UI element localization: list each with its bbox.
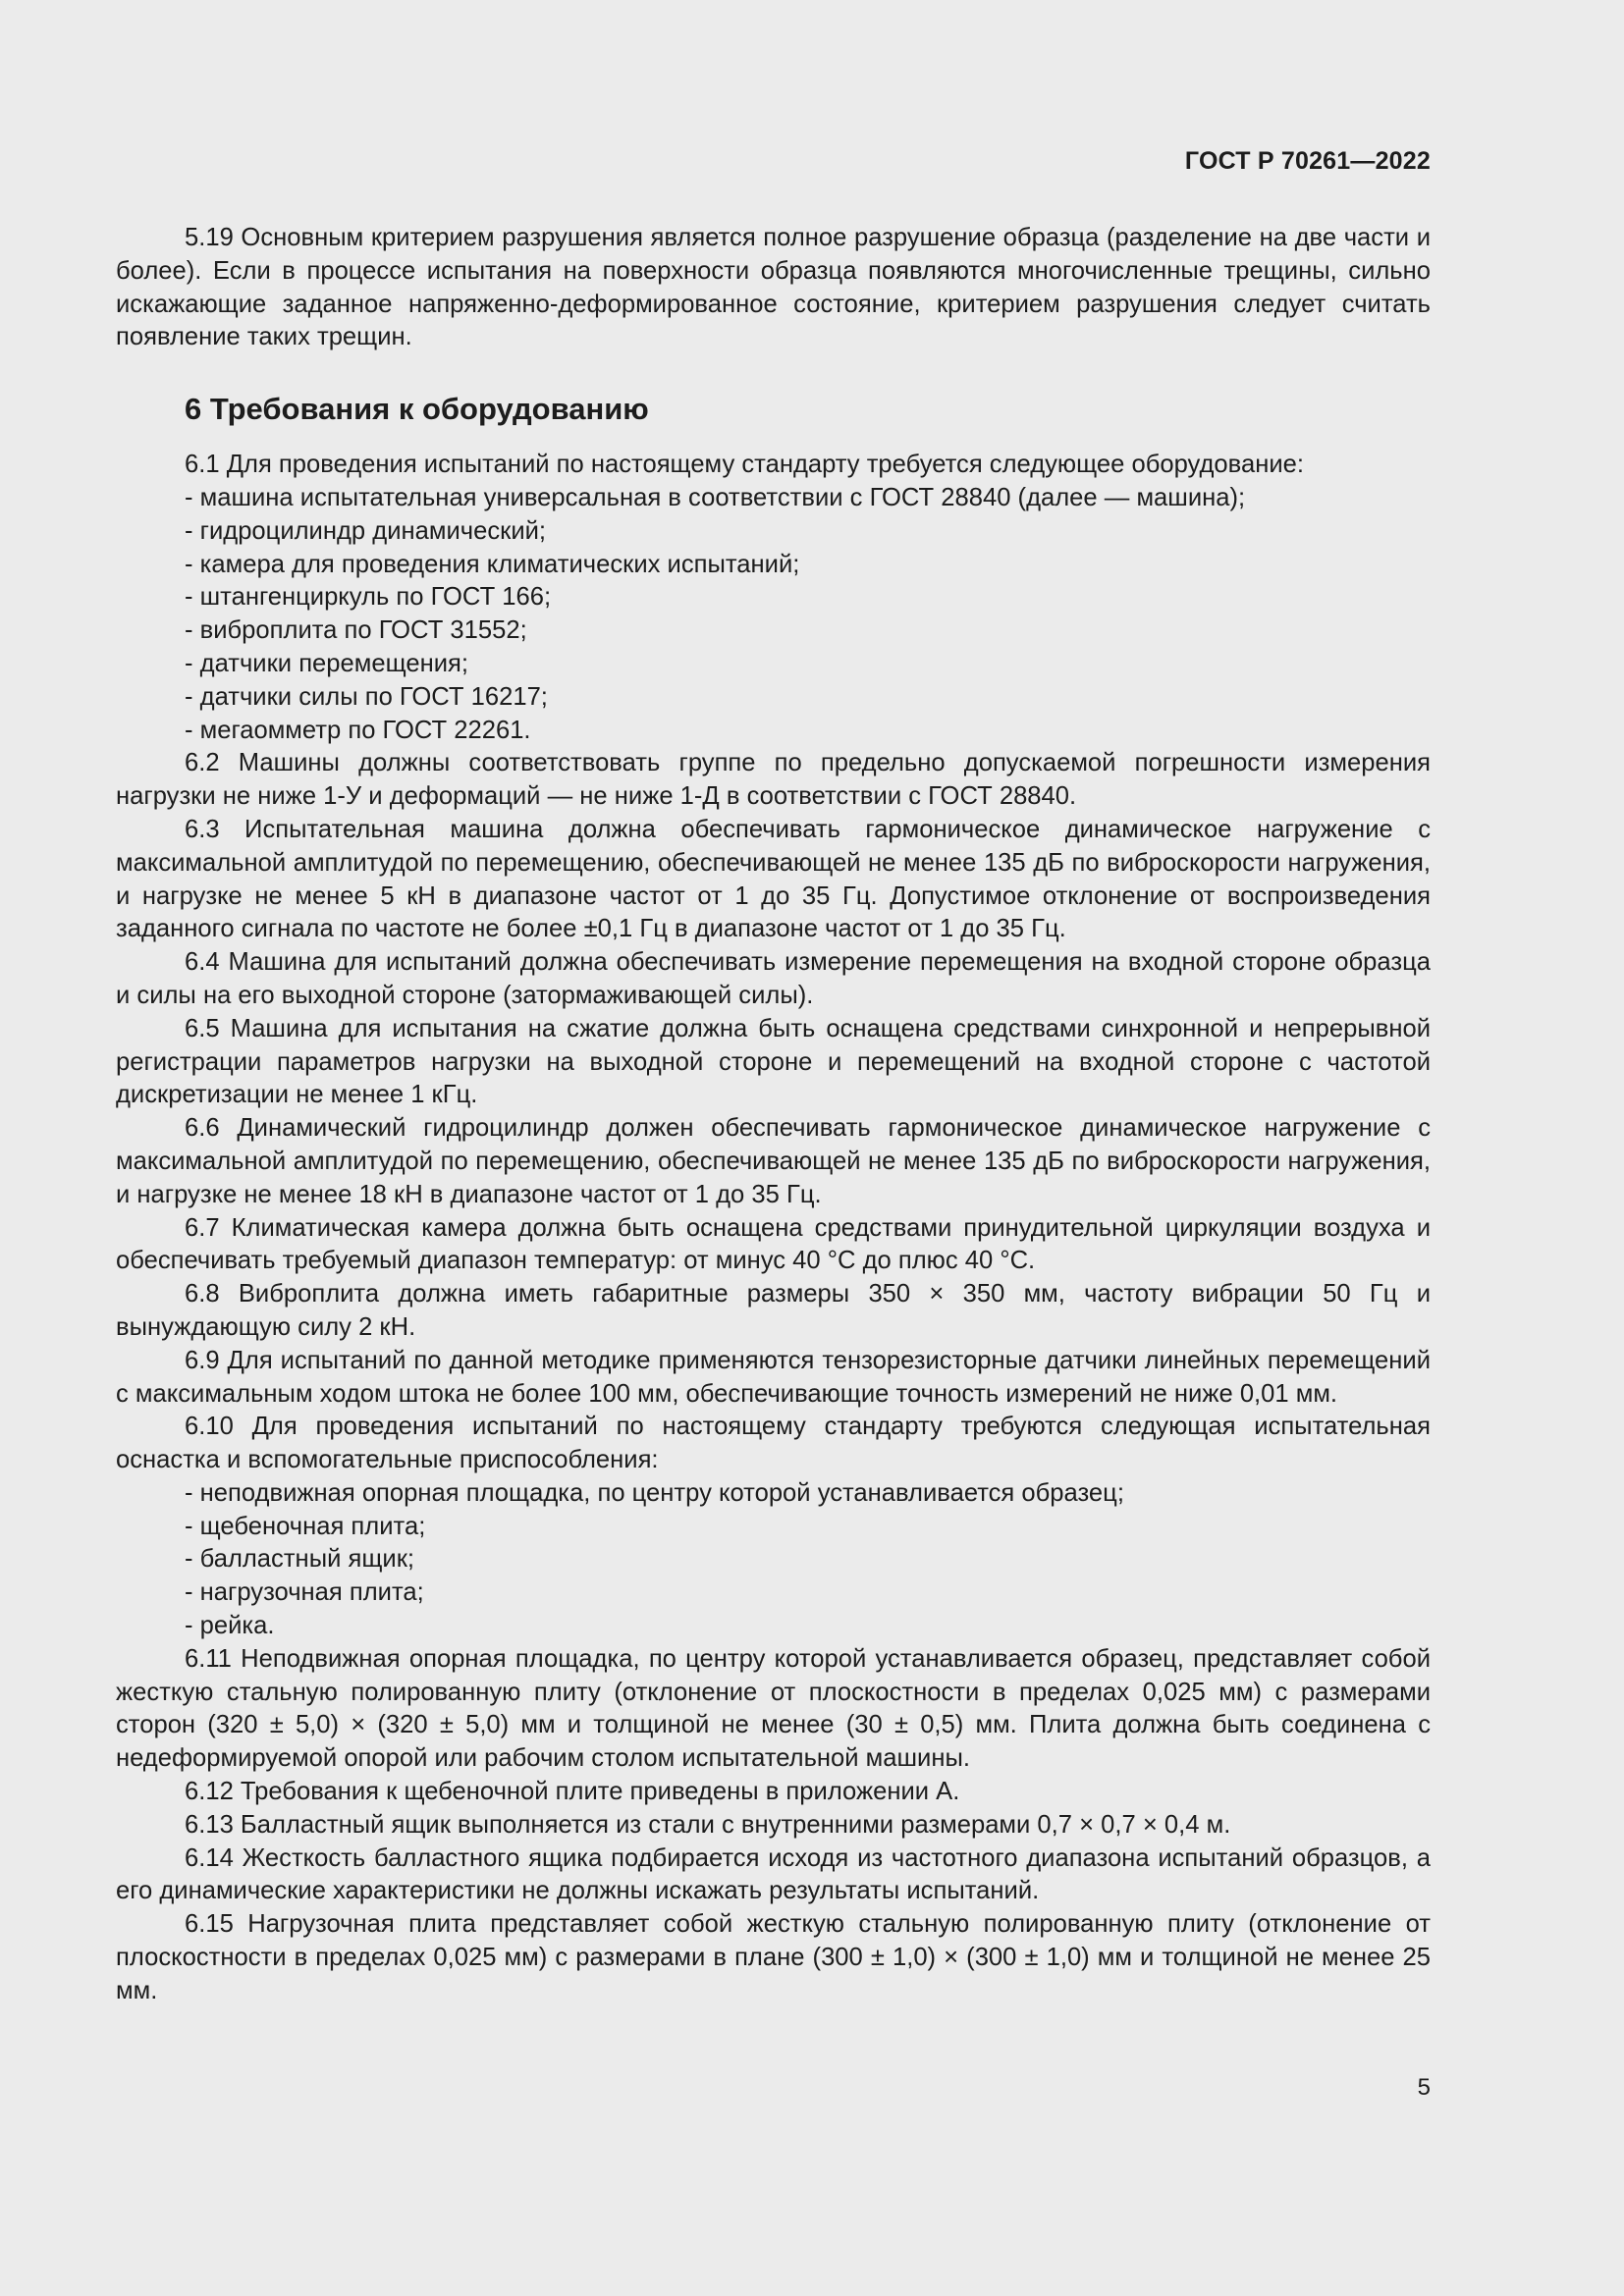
list-item: - неподвижная опорная площадка, по центру которой устанавливается образец;: [185, 1478, 1124, 1507]
list-item: - балластный ящик;: [185, 1545, 415, 1574]
list-item: - датчики перемещения;: [185, 649, 468, 677]
list-item: - мегаомметр по ГОСТ 22261.: [185, 716, 531, 744]
paragraph-6-6: 6.6 Динамический гидроцилиндр должен обеспечивать гармоническое динамическое нагружение с максимальной амплитудой по перемещению, обеспечивающей не менее 135 дБ по виброскорости нагружения, и нагрузке не менее 18 кН в диапазоне частот от 1 до 35 Гц.: [116, 1114, 1431, 1208]
section-title: 6 Требования к оборудованию: [185, 392, 649, 427]
paragraph-6-14: 6.14 Жесткость балластного ящика подбирается исходя из частотного диапазона испытаний образцов, а его динамические характеристики не должны искажать результаты испытаний.: [116, 1843, 1431, 1905]
list-item: - штангенциркуль по ГОСТ 166;: [185, 583, 552, 612]
paragraph-6-2: 6.2 Машины должны соответствовать группе по предельно допускаемой погрешности измерения нагрузки не ниже 1-У и деформаций — не ниже 1-Д в соответствии с ГОСТ 28840.: [116, 749, 1431, 811]
paragraph-6-13: 6.13 Балластный ящик выполняется из стали с внутренними размерами 0,7 × 0,7 × 0,4 м.: [185, 1810, 1231, 1839]
paragraph-6-12: 6.12 Требования к щебеночной плите приведены в приложении А.: [185, 1778, 960, 1806]
list-item: - гидроцилиндр динамический;: [185, 516, 547, 545]
list-item: - виброплита по ГОСТ 31552;: [185, 616, 527, 645]
paragraph-6-10: 6.10 Для проведения испытаний по настоящему стандарту требуются следующая испытательная оснастка и вспомогательные приспособления:: [116, 1413, 1431, 1474]
list-item: - нагрузочная плита;: [185, 1578, 424, 1607]
paragraph-6-1: 6.1 Для проведения испытаний по настоящему стандарту требуется следующее оборудование:: [185, 451, 1304, 479]
paragraph-6-15: 6.15 Нагрузочная плита представляет собой жесткую стальную полированную плиту (отклонение от плоскостности в пределах 0,025 мм) с размерами в плане (300 ± 1,0) × (300 ± 1,0) мм и толщиной не менее 25 мм.: [116, 1910, 1431, 2004]
paragraph-6-5: 6.5 Машина для испытания на сжатие должна быть оснащена средствами синхронной и непрерывной регистрации параметров нагрузки на выходной стороне и перемещений на входной стороне с частотой дискретизации не менее 1 кГц.: [116, 1014, 1431, 1109]
page-number: 5: [1417, 2074, 1431, 2101]
paragraph-6-4: 6.4 Машина для испытаний должна обеспечивать измерение перемещения на входной стороне образца и силы на его выходной стороне (затормаживающей силы).: [116, 948, 1431, 1009]
paragraph-6-11: 6.11 Неподвижная опорная площадка, по центру которой устанавливается образец, представляет собой жесткую стальную полированную плиту (отклонение от плоскостности в пределах 0,025 мм) с размерами сторон (320 ± 5,0) × (320 ± 5,0) мм и толщиной не менее (30 ± 0,5) мм. Плита должна быть соединена с недеформируемой опорой или рабочим столом испытательной машины.: [116, 1644, 1431, 1773]
document-code-header: ГОСТ Р 70261—2022: [1184, 147, 1431, 175]
document-body: [116, 222, 1431, 2008]
list-item: - рейка.: [185, 1612, 275, 1640]
list-item: - датчики силы по ГОСТ 16217;: [185, 682, 548, 711]
paragraph-6-9: 6.9 Для испытаний по данной методике применяются тензорезисторные датчики линейных перемещений с максимальным ходом штока не более 100 мм, обеспечивающие точность измерений не ниже 0,01 мм.: [116, 1346, 1431, 1408]
list-item: - машина испытательная универсальная в соответствии с ГОСТ 28840 (далее — машина);: [185, 483, 1246, 511]
list-item: - щебеночная плита;: [185, 1512, 426, 1540]
paragraph-6-8: 6.8 Виброплита должна иметь габаритные размеры 350 × 350 мм, частоту вибрации 50 Гц и вынуждающую силу 2 кН.: [116, 1280, 1431, 1341]
paragraph-5-19: 5.19 Основным критерием разрушения является полное разрушение образца (разделение на две части и более). Если в процессе испытания на поверхности образца появляются многочисленные трещины, сильно искажающие заданное напряженно-деформированное состояние, критерием разрушения следует считать появление таких трещин.: [116, 224, 1431, 351]
paragraph-6-7: 6.7 Климатическая камера должна быть оснащена средствами принудительной циркуляции воздуха и обеспечивать требуемый диапазон температур: от минус 40 °С до плюс 40 °С.: [116, 1213, 1431, 1275]
list-item: - камера для проведения климатических испытаний;: [185, 550, 800, 578]
paragraph-6-3: 6.3 Испытательная машина должна обеспечивать гармоническое динамическое нагружение с максимальной амплитудой по перемещению, обеспечивающей не менее 135 дБ по виброскорости нагружения, и нагрузке не менее 5 кН в диапазоне частот от 1 до 35 Гц. Допустимое отклонение от воспроизведения заданного сигнала по частоте не более ±0,1 Гц в диапазоне частот от 1 до 35 Гц.: [116, 815, 1431, 943]
